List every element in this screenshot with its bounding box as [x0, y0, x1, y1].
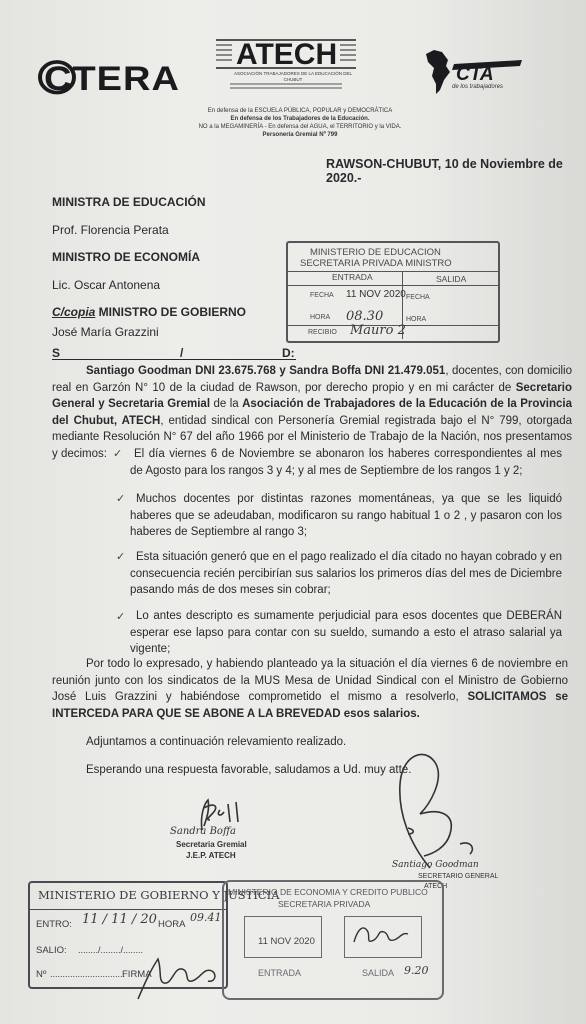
stamp-hora-label: HORA	[310, 314, 331, 321]
sign-name-boffa: Sandra Boffa	[170, 826, 236, 837]
intro-paragraph: Santiago Goodman DNI 23.675.768 y Sandra Boffa DNI 21.479.051, docentes, con domicilio real en Garzón N° 10 de la ciudad de Rawson, por derecho propio y en mi carácter de Secretario General y Secretaria Gremial de la Asociación de Trabajadores de la Educación de la Provincia del Chubut, ATECH, entidad sindical con Personería Gremial registrada bajo el N° 799, otorgada mediante Resolución N° 67 del año 1966 por el Ministerio de Trabajo de la Nación, nos presentamos y decimos:	[52, 365, 573, 460]
stamp-hora-label-right: HORA	[406, 316, 427, 323]
stamp-fecha-label-right: FECHA	[406, 294, 430, 301]
stamp-entrada-label: ENTRADA	[332, 272, 373, 282]
cta-logo-subtitle: de los trabajadores	[452, 84, 504, 90]
stamp-gobierno-title: MINISTERIO DE GOBIERNO Y JUSTICIA	[38, 888, 280, 902]
stamp-firma-label: FIRMA	[122, 969, 152, 980]
checkmark-icon: ✓	[116, 611, 126, 623]
ctera-logo	[38, 60, 180, 99]
addressee-minister-economy: MINISTRO DE ECONOMÍA	[52, 250, 201, 264]
list-item: El día viernes 6 de Noviembre se abonaron los haberes correspondientes al mes de Agosto para los rangos 3 y 4; y al mes de Septiembre de los rangos 1 y 2;	[130, 448, 562, 477]
stamp-title: MINISTERIO DE EDUCACION	[310, 247, 441, 258]
stamp-ministerio-educacion	[286, 241, 500, 343]
stamp-entro-label: ENTRO:	[36, 919, 72, 930]
addressee-name-perata: Prof. Florencia Perata	[52, 223, 169, 237]
stamp-economia-entrada: ENTRADA	[258, 968, 302, 978]
signatories-names: Santiago Goodman DNI 23.675.768 y Sandra Boffa DNI 21.479.051	[86, 365, 446, 377]
addressee-minister-education: MINISTRA DE EDUCACIÓN	[52, 195, 206, 209]
stamp-subtitle: SECRETARIA PRIVADA MINISTRO	[300, 258, 452, 269]
motto-line: NO a la MEGAMINERÍA - En defensa del AGUA, el TERRITORIO y la VIDA.	[198, 124, 402, 130]
addressee-name-grazzini: José María Grazzini	[52, 325, 159, 339]
header-mottos	[180, 107, 420, 139]
ctera-logo-text: CTERA	[44, 60, 180, 98]
stamp-hora-label: HORA	[158, 919, 186, 930]
attachment-note: Adjuntamos a continuación relevamiento realizado.	[86, 736, 347, 748]
checkmark-icon: ✓	[116, 551, 126, 563]
signatories-roles: Secretario General y Secretaria Gremial	[52, 381, 572, 410]
motto-line: En defensa de la ESCUELA PÚBLICA, POPULAR y DEMOCRÁTICA	[207, 108, 393, 114]
sign-role-boffa: Secretaria Gremial	[176, 840, 247, 849]
addressee-name-antonena: Lic. Oscar Antonena	[52, 278, 161, 292]
sign-org-boffa: J.E.P. ATECH	[186, 851, 236, 860]
cta-logo-text: CTA	[456, 64, 494, 85]
farewell-line: Esperando una respuesta favorable, saludamos a Ud. muy atte.	[86, 764, 412, 776]
salutation-slash: /	[180, 346, 184, 360]
stamp-recibio-value: Mauro 2	[350, 323, 406, 338]
dateline: RAWSON-CHUBUT, 10 de Noviembre de 2020.-	[326, 157, 563, 185]
atech-logo-text: ATECH	[236, 38, 338, 71]
stamp-numero-label: Nº	[36, 969, 47, 980]
stamp-economia-subtitle: SECRETARIA PRIVADA	[278, 899, 371, 909]
copy-prefix: C/copia	[52, 305, 96, 319]
signature-goodman	[390, 744, 490, 874]
stamp-fecha-value: 11 NOV 2020	[346, 289, 406, 300]
addressee-copy-government	[52, 305, 246, 319]
stamp-economia-salida: SALIDA	[362, 968, 395, 978]
stamp-entro-value: 11 / 11 / 20	[82, 912, 157, 927]
stamp-ministerio-economia	[222, 880, 444, 1000]
sign-role-goodman: SECRETARIO GENERAL	[418, 873, 499, 880]
stamp-economia-title: MINISTERIO DE ECONOMIA Y CREDITO PUBLICO	[228, 887, 428, 897]
checkmark-icon: ✓	[116, 493, 126, 505]
stamp-fecha-label: FECHA	[310, 292, 334, 299]
salutation-underline	[52, 359, 296, 360]
list-item: Muchos docentes por distintas razones momentáneas, ya que se les liquidó haberes que se adeudaban, modificaron su rango habitual 1 o 2 , y pasaron con los haberes de Septiembre al rango 3;	[130, 493, 562, 538]
request-text: SOLICITAMOS se INTERCEDA PARA QUE SE ABONE A LA BREVEDAD esos salarios.	[52, 691, 568, 720]
stamp-salida-label: SALIDA	[436, 274, 467, 284]
list-item: Esta situación generó que en el pago realizado el día citado no hayan cobrado y en consecuencia recién percibirían sus salarios los primeros días del mes de Diciembre pasando más de dos meses sin cobrar;	[130, 551, 562, 596]
closing-paragraph: Por todo lo expresado, y habiendo planteado ya la situación el día viernes 6 de noviembre en reunión junto con los sindicatos de la MUS Mesa de Unidad Sindical con el Ministro de Gobierno José Luis Grazzini y habiéndose comprometido el mismo a resolverlo, SOLICITAMOS se INTERCEDA PARA QUE SE ABONE A LA BREVEDAD esos salarios.	[52, 658, 568, 720]
stamp-hora-value: 08.30	[346, 309, 384, 324]
stamp-economia-date: 11 NOV 2020	[258, 936, 315, 947]
sign-org-goodman: ATECH	[424, 883, 448, 890]
salutation-d: D:	[282, 346, 295, 360]
stamp-recibio-label: RECIBIO	[308, 329, 337, 336]
stamp-hora-value: 09.41	[190, 911, 222, 924]
stamp-salio-label: SALIO:	[36, 945, 67, 956]
motto-line: En defensa de los Trabajadores de la Educación.	[230, 116, 370, 122]
checkmark-icon: ✓	[113, 448, 123, 460]
association-name: Asociación de Trabajadores de la Educación de la Provincia del Chubut, ATECH	[52, 398, 573, 427]
stamp-economia-signature	[348, 918, 418, 950]
stamp-economia-salida-value: 9.20	[404, 964, 429, 977]
copy-minister-government: MINISTRO DE GOBIERNO	[95, 305, 247, 319]
stamp-salio-value: ......../......../........	[78, 945, 144, 955]
salutation-s: S	[52, 346, 61, 360]
list-item: Lo antes descripto es sumamente perjudicial para esos docentes que DEBERÁN esperar ese lapso para contar con su sueldo, sumando a esto el atraso salarial ya vigente;	[130, 610, 562, 655]
sign-name-goodman: Santiago Goodman	[392, 860, 479, 870]
stamp-gobierno-signature	[134, 945, 224, 1001]
atech-logo-subtitle: ASOCIACIÓN TRABAJADORES DE LA EDUCACIÓN DEL CHUBUT	[234, 71, 352, 82]
motto-line: Personería Gremial Nº 799	[262, 132, 338, 138]
stamp-numero-value: ..............................	[50, 969, 126, 979]
